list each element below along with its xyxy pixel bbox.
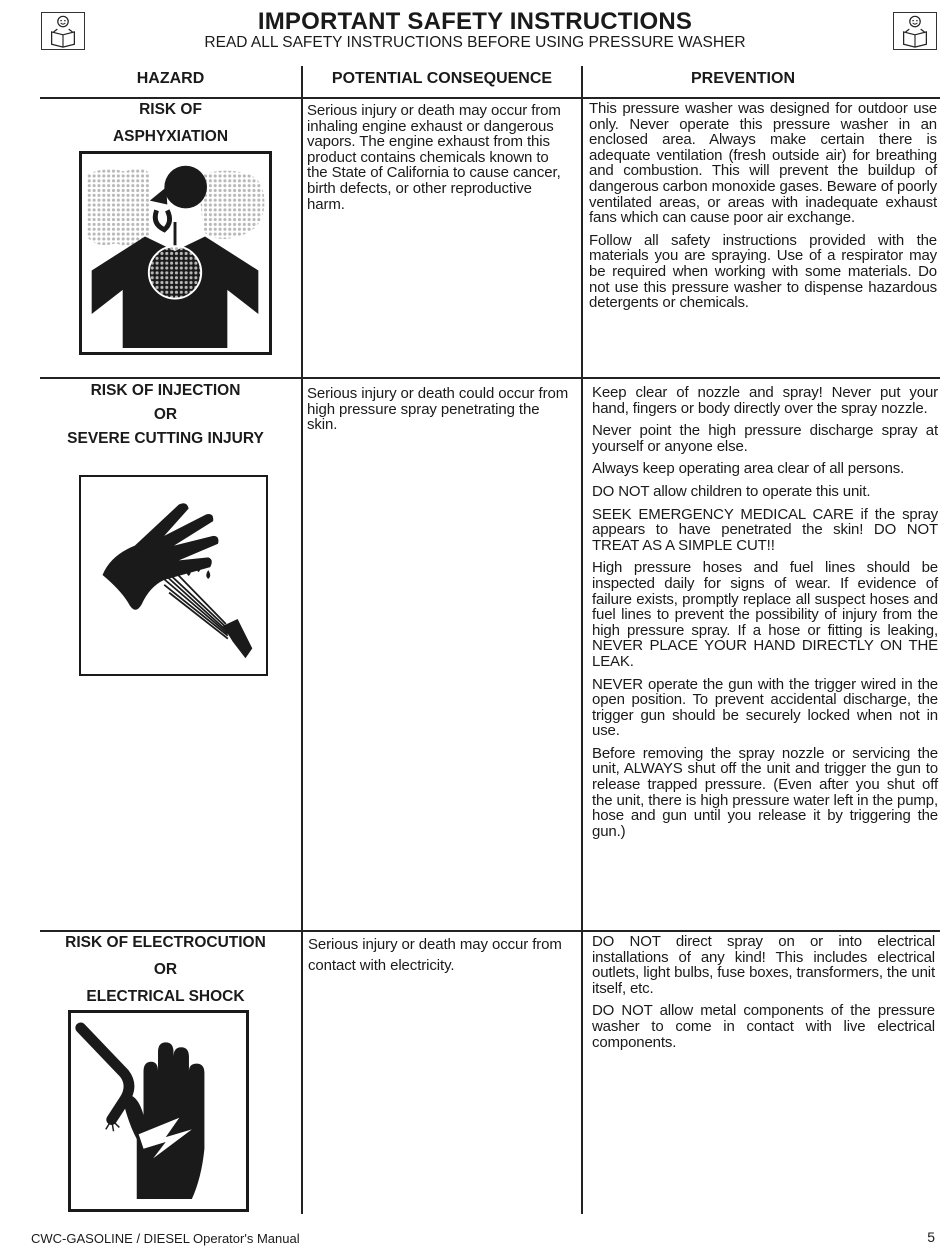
electrocution-icon <box>68 1010 249 1212</box>
injection-icon <box>79 475 268 676</box>
page-number: 5 <box>927 1229 935 1245</box>
hazard-name-electrocution: RISK OF ELECTROCUTION OR ELECTRICAL SHOCK <box>65 934 266 1005</box>
prevention-electrocution: DO NOT direct spray on or into electrical installations of any kind! This includes electrical outlets, light bulbs, fuse boxes, transformers, the unit itself, etc. DO NOT allow metal components of the pressure washer to come in contact with live electrical components. <box>592 933 935 1051</box>
prevention-asphyxiation: This pressure washer was designed for outdoor use only. Never operate this pressure washer in an enclosed area. Always make certain there is adequate ventilation (fresh outside air) for breathing and combustion. This will prevent the buildup of dangerous carbon monoxide gases. Beware of poorly ventilated areas, or areas with inadequate exhaust fans which can cause poor air exchange. Follow all safety instructions provided with the materials you are spraying. Use of a respirator may be required when working with some materials. Do not use this pressure washer to dispense hazardous detergents or chemicals. <box>589 100 937 312</box>
page-subtitle: READ ALL SAFETY INSTRUCTIONS BEFORE USING PRESSURE WASHER <box>204 34 746 51</box>
column-divider <box>581 66 583 1214</box>
prevention-injection: Keep clear of nozzle and spray! Never put your hand, fingers or body directly over the spray nozzle. Never point the high pressure discharge spray at yourself or anyone else. Always keep operating area clear of all persons. DO NOT allow children to operate this unit. SEEK EMERGENCY MEDICAL CARE if the spray appears to have penetrated the skin! DO NOT TREAT AS A SIMPLE CUT!! High pressure hoses and fuel lines should be inspected daily for signs of wear. If evidence of failure exists, promptly replace all suspect hoses and fuel lines to prevent the possibility of injury from the high pressure spray. If a hose or fitting is leaking, NEVER PLACE YOUR HAND DIRECTLY ON THE LEAK. NEVER operate the gun with the trigger wired in the open position. To prevent accidental discharge, the trigger gun should be securely locked when not in use. Before removing the spray nozzle or servicing the unit, ALWAYS shut off the unit and trigger the gun to release trapped pressure. (Even after you shut off the unit, there is high pressure water left in the pump, hose and gun until you release it by triggering the gun.) <box>592 384 938 840</box>
page-title: IMPORTANT SAFETY INSTRUCTIONS <box>257 8 693 35</box>
column-header-consequence: POTENTIAL CONSEQUENCE <box>331 70 553 87</box>
consequence-asphyxiation: Serious injury or death may occur from inhaling engine exhaust or dangerous vapors. The engine exhaust from this product contains chemicals known to the State of California to cause cancer, birth defects, or other reproductive harm. <box>307 102 561 213</box>
column-header-prevention: PREVENTION <box>690 70 795 87</box>
footer-manual-name: CWC-GASOLINE / DIESEL Operator's Manual <box>31 1231 300 1246</box>
consequence-electrocution: Serious injury or death may occur from contact with electricity. <box>308 936 562 974</box>
column-header-hazard: HAZARD <box>136 70 205 87</box>
asphyxiation-icon <box>79 151 272 355</box>
hazard-name-asphyxiation: RISK OF ASPHYXIATION <box>112 101 229 145</box>
hazard-name-injection: RISK OF INJECTION OR SEVERE CUTTING INJURY <box>67 382 264 447</box>
consequence-injection: Serious injury or death could occur from high pressure spray penetrating the skin. <box>307 385 569 434</box>
column-divider <box>301 66 303 1214</box>
